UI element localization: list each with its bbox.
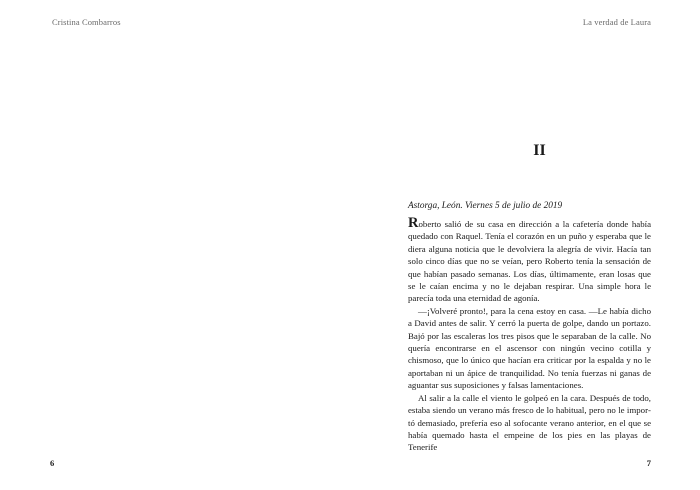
- page-number-left: 6: [50, 458, 55, 468]
- running-head-title: La verdad de Laura: [582, 17, 651, 27]
- right-page: [350, 0, 700, 490]
- drop-cap: R: [408, 215, 419, 231]
- page-number-right: 7: [646, 458, 651, 468]
- paragraph-2: —¡Volveré pronto!, para la cena estoy en casa. —Le había dicho a David antes de salir. Y cerró la puerta de golpe, dando un portazo. Bajó por las escaleras los tres pisos que le separaban de la calle. No quería encontrarse en el ascensor con ningún vecino cotilla y chismoso, que lo único que hacían era criticar por la espalda y no le aportaban ni un ápice de tranquilidad. No tenía fuerzas ni ganas de aguantar sus suposiciones y falsas lamentaciones.: [408, 305, 651, 391]
- running-head-author: Cristina Combarros: [52, 17, 121, 27]
- paragraph-1: [408, 215, 651, 305]
- paragraph-3: Al salir a la calle el viento le golpeó en la cara. Después de todo, estaba siendo un verano más fresco de lo habitual, pero no le importó demasiado, prefería eso al sofocante verano anterior, en el que se había quemado hasta el empeine de los pies en las playas de Tenerife: [408, 392, 651, 453]
- chapter-body-text: [408, 215, 651, 454]
- paragraph-1-text: oberto salió de su casa en dirección a la cafetería donde había quedado con Raquel. Tenía el corazón en un puño y esperaba que le diera alguna noticia que le devolviera la alegría de vivir. Hacía tan solo cinco días que no se veían, pero Roberto tenía la sensación de que habían pasado semanas. Los días, últimamente, eran losas que se le caían encima y no le dejaban respirar. Una simple hora le parecía toda una eternidad de agonía.: [408, 219, 651, 304]
- chapter-dateline: Astorga, León. Viernes 5 de julio de 2019: [408, 201, 563, 211]
- chapter-number: II: [533, 142, 546, 159]
